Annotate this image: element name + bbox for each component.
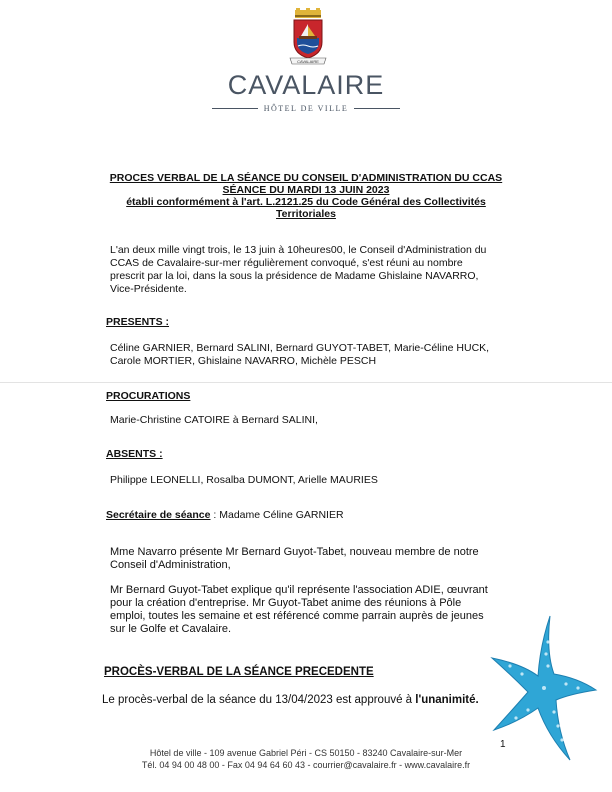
guyot-line-3: emploi, toutes les semaine et est référencé comme parrain auprès de jeunes [110, 610, 484, 622]
guyot-line-4: sur le Golfe et Cavalaire. [110, 623, 232, 635]
procurations-line-1: Marie-Christine CATOIRE à Bernard SALINI, [110, 414, 318, 426]
intro-line-2: CCAS de Cavalaire-sur-mer régulièrement convoqué, s'est réuni au nombre [110, 257, 463, 269]
absents-heading: ABSENTS : [106, 448, 163, 460]
secretaire-value: : Madame Céline GARNIER [210, 509, 344, 521]
presents-line-2: Carole MORTIER, Ghislaine NAVARRO, Michèle PESCH [110, 355, 377, 367]
doc-title-line-4: Territoriales [276, 208, 336, 220]
pv-precedent-heading: PROCÈS-VERBAL DE LA SÉANCE PRECEDENTE [104, 666, 374, 678]
brand-subtitle-row [0, 100, 612, 118]
presents-heading: PRESENTS : [106, 316, 170, 328]
pv-precedent-text: Le procès-verbal de la séance du 13/04/2023 est approuvé à [102, 694, 416, 706]
intro-line-3: prescrit par la loi, dans la sous la présidence de Madame Ghislaine NAVARRO, [110, 270, 479, 282]
navarro-line-1: Mme Navarro présente Mr Bernard Guyot-Tabet, nouveau membre de notre [110, 546, 479, 558]
navarro-line-2: Conseil d'Administration, [110, 559, 231, 571]
brand-rule-right [354, 108, 400, 109]
crest-motto-text: CAVALAIRE [297, 59, 319, 64]
intro-line-4: Vice-Présidente. [110, 283, 187, 295]
doc-title-line-2: SÉANCE DU MARDI 13 JUIN 2023 [222, 184, 390, 196]
pv-precedent-bold: l'unanimité. [415, 694, 479, 706]
doc-title-line-1: PROCES VERBAL DE LA SÉANCE DU CONSEIL D'ADMINISTRATION DU CCAS [109, 172, 503, 184]
pv-precedent-row [102, 694, 479, 706]
footer-contact: Tél. 04 94 00 48 00 - Fax 04 94 64 60 43 - courrier@cavalaire.fr - www.cavalaire.fr [141, 760, 471, 770]
presents-line-1: Céline GARNIER, Bernard SALINI, Bernard GUYOT-TABET, Marie-Céline HUCK, [110, 342, 490, 354]
secretaire-row [106, 509, 344, 521]
footer-address: Hôtel de ville - 109 avenue Gabriel Péri - CS 50150 - 83240 Cavalaire-sur-Mer [149, 748, 463, 758]
brand-name: CAVALAIRE [227, 70, 385, 100]
doc-title-line-3: établi conformément à l'art. L.2121.25 du Code Général des Collectivités [126, 196, 486, 208]
page-divider [0, 382, 612, 383]
page-number: 1 [500, 739, 506, 750]
brand-rule-left [212, 108, 258, 109]
town-crest-logo [286, 8, 330, 68]
guyot-line-1: Mr Bernard Guyot-Tabet explique qu'il représente l'association ADIE, œuvrant [110, 584, 488, 596]
brand-subtitle: HÔTEL DE VILLE [263, 104, 349, 114]
guyot-line-2: pour la création d'entreprise. Mr Guyot-Tabet anime des réunions à Pôle [110, 597, 462, 609]
intro-line-1: L'an deux mille vingt trois, le 13 juin à 10heures00, le Conseil d'Administration du [110, 244, 487, 256]
secretaire-label: Secrétaire de séance [106, 509, 211, 521]
procurations-heading: PROCURATIONS [106, 390, 191, 402]
absents-line-1: Philippe LEONELLI, Rosalba DUMONT, Arielle MAURIES [110, 474, 378, 486]
